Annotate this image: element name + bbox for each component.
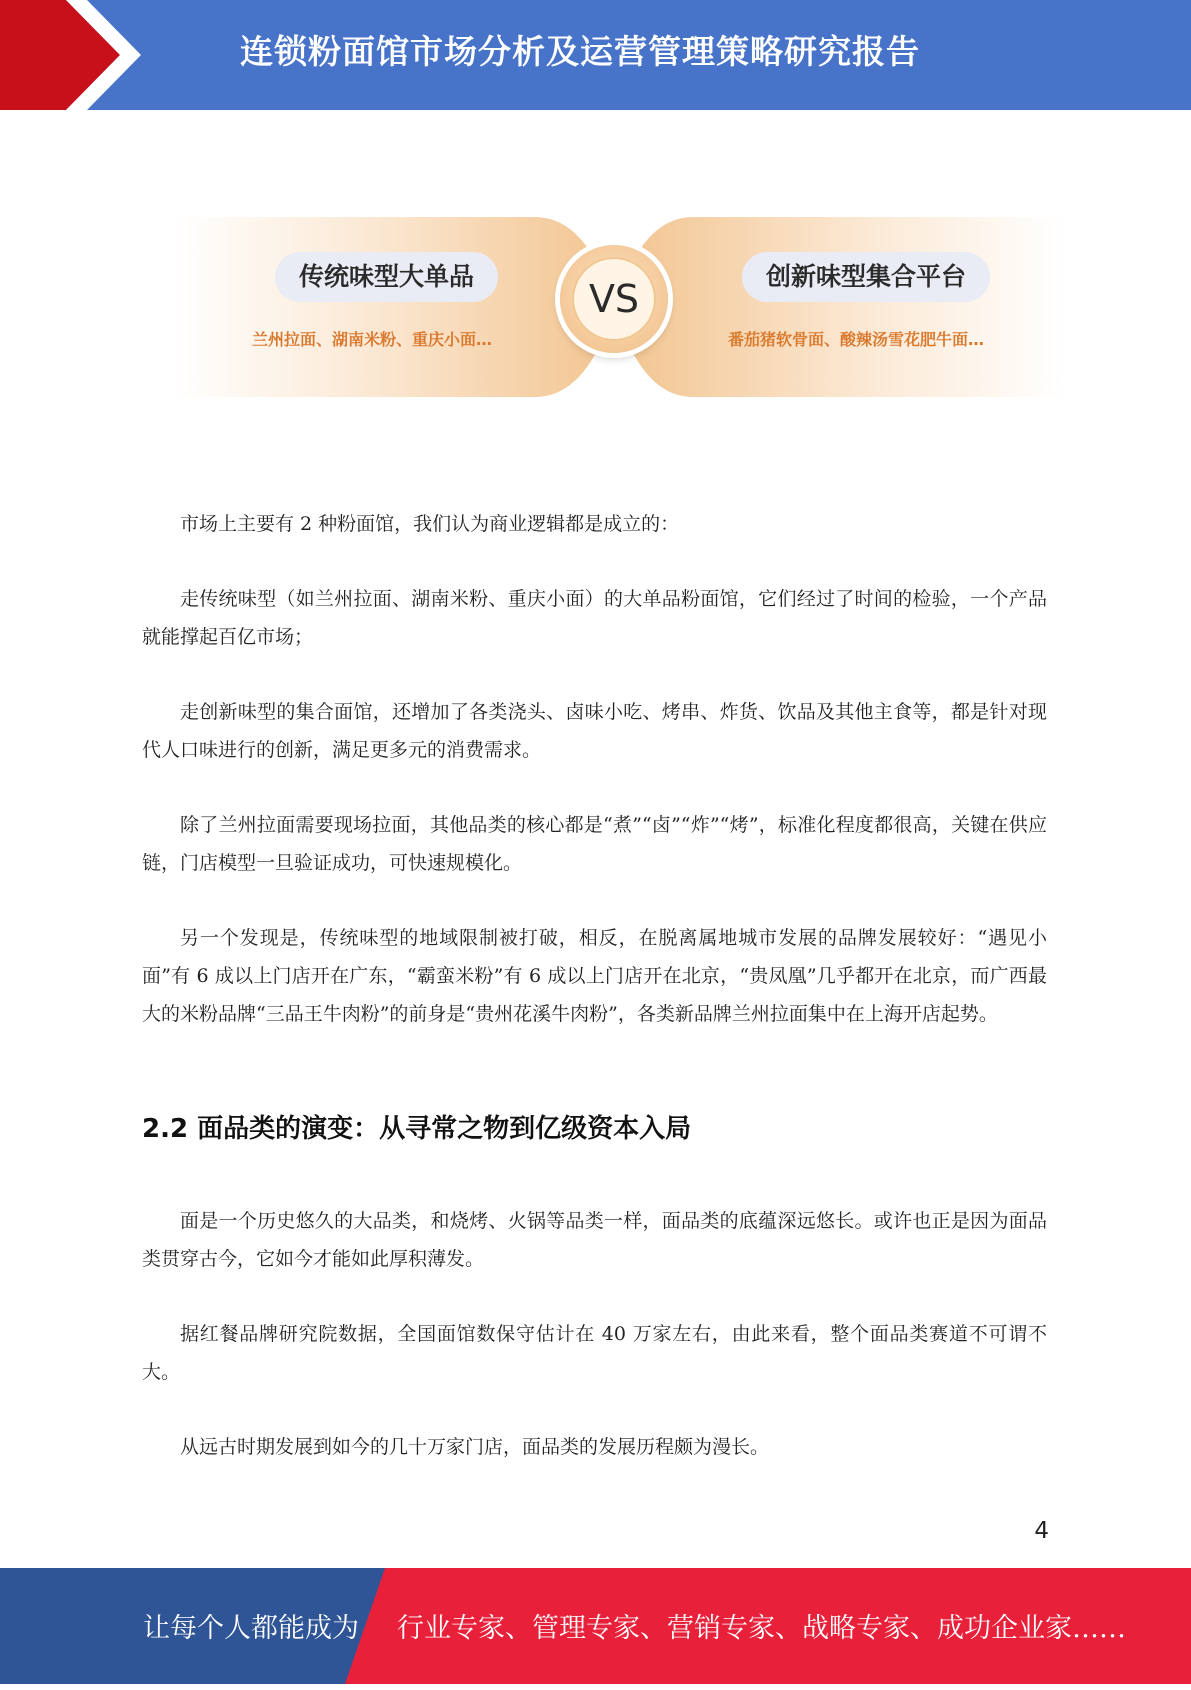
paragraph: 除了兰州拉面需要现场拉面，其他品类的核心都是“煮”“卤”“炸”“烤”，标准化程度都很高，关键在供应链，门店模型一旦验证成功，可快速规模化。 (142, 814, 1047, 874)
footer-slogan-right: 行业专家、管理专家、营销专家、战略专家、成功企业家…… (397, 1613, 1126, 1644)
paragraph: 面是一个历史悠久的大品类，和烧烤、火锅等品类一样，面品类的底蕴深远悠长。或许也正是因为面品类贯穿古今，它如今才能如此厚积薄发。 (142, 1210, 1047, 1270)
vs-badge (560, 245, 668, 353)
header-arrow-decoration (0, 0, 150, 110)
paragraph: 走创新味型的集合面馆，还增加了各类浇头、卤味小吃、烤串、炸货、饮品及其他主食等，都是针对现代人口味进行的创新，满足更多元的消费需求。 (142, 701, 1047, 761)
footer-banner (0, 1568, 1191, 1684)
paragraph: 从远古时期发展到如今的几十万家门店，面品类的发展历程颇为漫长。 (180, 1436, 770, 1458)
main-content (142, 505, 1047, 1503)
innovative-flavor-examples: 番茄猪软骨面、酸辣汤雪花肥牛面… (728, 330, 985, 349)
report-title: 连锁粉面馆市场分析及运营管理策略研究报告 (240, 32, 920, 71)
page-number: 4 (1034, 1518, 1049, 1544)
vs-label: VS (572, 257, 656, 341)
paragraph: 另一个发现是，传统味型的地域限制被打破，相反，在脱离属地城市发展的品牌发展较好：“遇见小面”有 6 成以上门店开在广东，“霸蛮米粉”有 6 成以上门店开在北京，“贵凤凰”几乎都开在北京，而广西最大的米粉品牌“三品王牛肉粉”的前身是“贵州花溪牛肉粉”，各类新品牌兰州拉面集中在上海开店起势。 (142, 927, 1047, 1025)
traditional-flavor-label: 传统味型大单品 (275, 252, 498, 302)
innovative-flavor-label: 创新味型集合平台 (742, 252, 990, 302)
header-bar (0, 0, 1191, 110)
paragraph: 市场上主要有 2 种粉面馆，我们认为商业逻辑都是成立的： (180, 513, 680, 535)
comparison-infographic (175, 215, 1065, 400)
paragraph: 走传统味型（如兰州拉面、湖南米粉、重庆小面）的大单品粉面馆，它们经过了时间的检验，一个产品就能撑起百亿市场； (142, 588, 1047, 648)
traditional-flavor-examples: 兰州拉面、湖南米粉、重庆小面… (252, 330, 493, 349)
paragraph: 据红餐品牌研究院数据，全国面馆数保守估计在 40 万家左右，由此来看，整个面品类赛道不可谓不大。 (142, 1323, 1047, 1383)
section-heading: 2.2 面品类的演变：从寻常之物到亿级资本入局 (142, 1114, 692, 1144)
footer-slogan-left: 让每个人都能成为 (143, 1613, 359, 1644)
